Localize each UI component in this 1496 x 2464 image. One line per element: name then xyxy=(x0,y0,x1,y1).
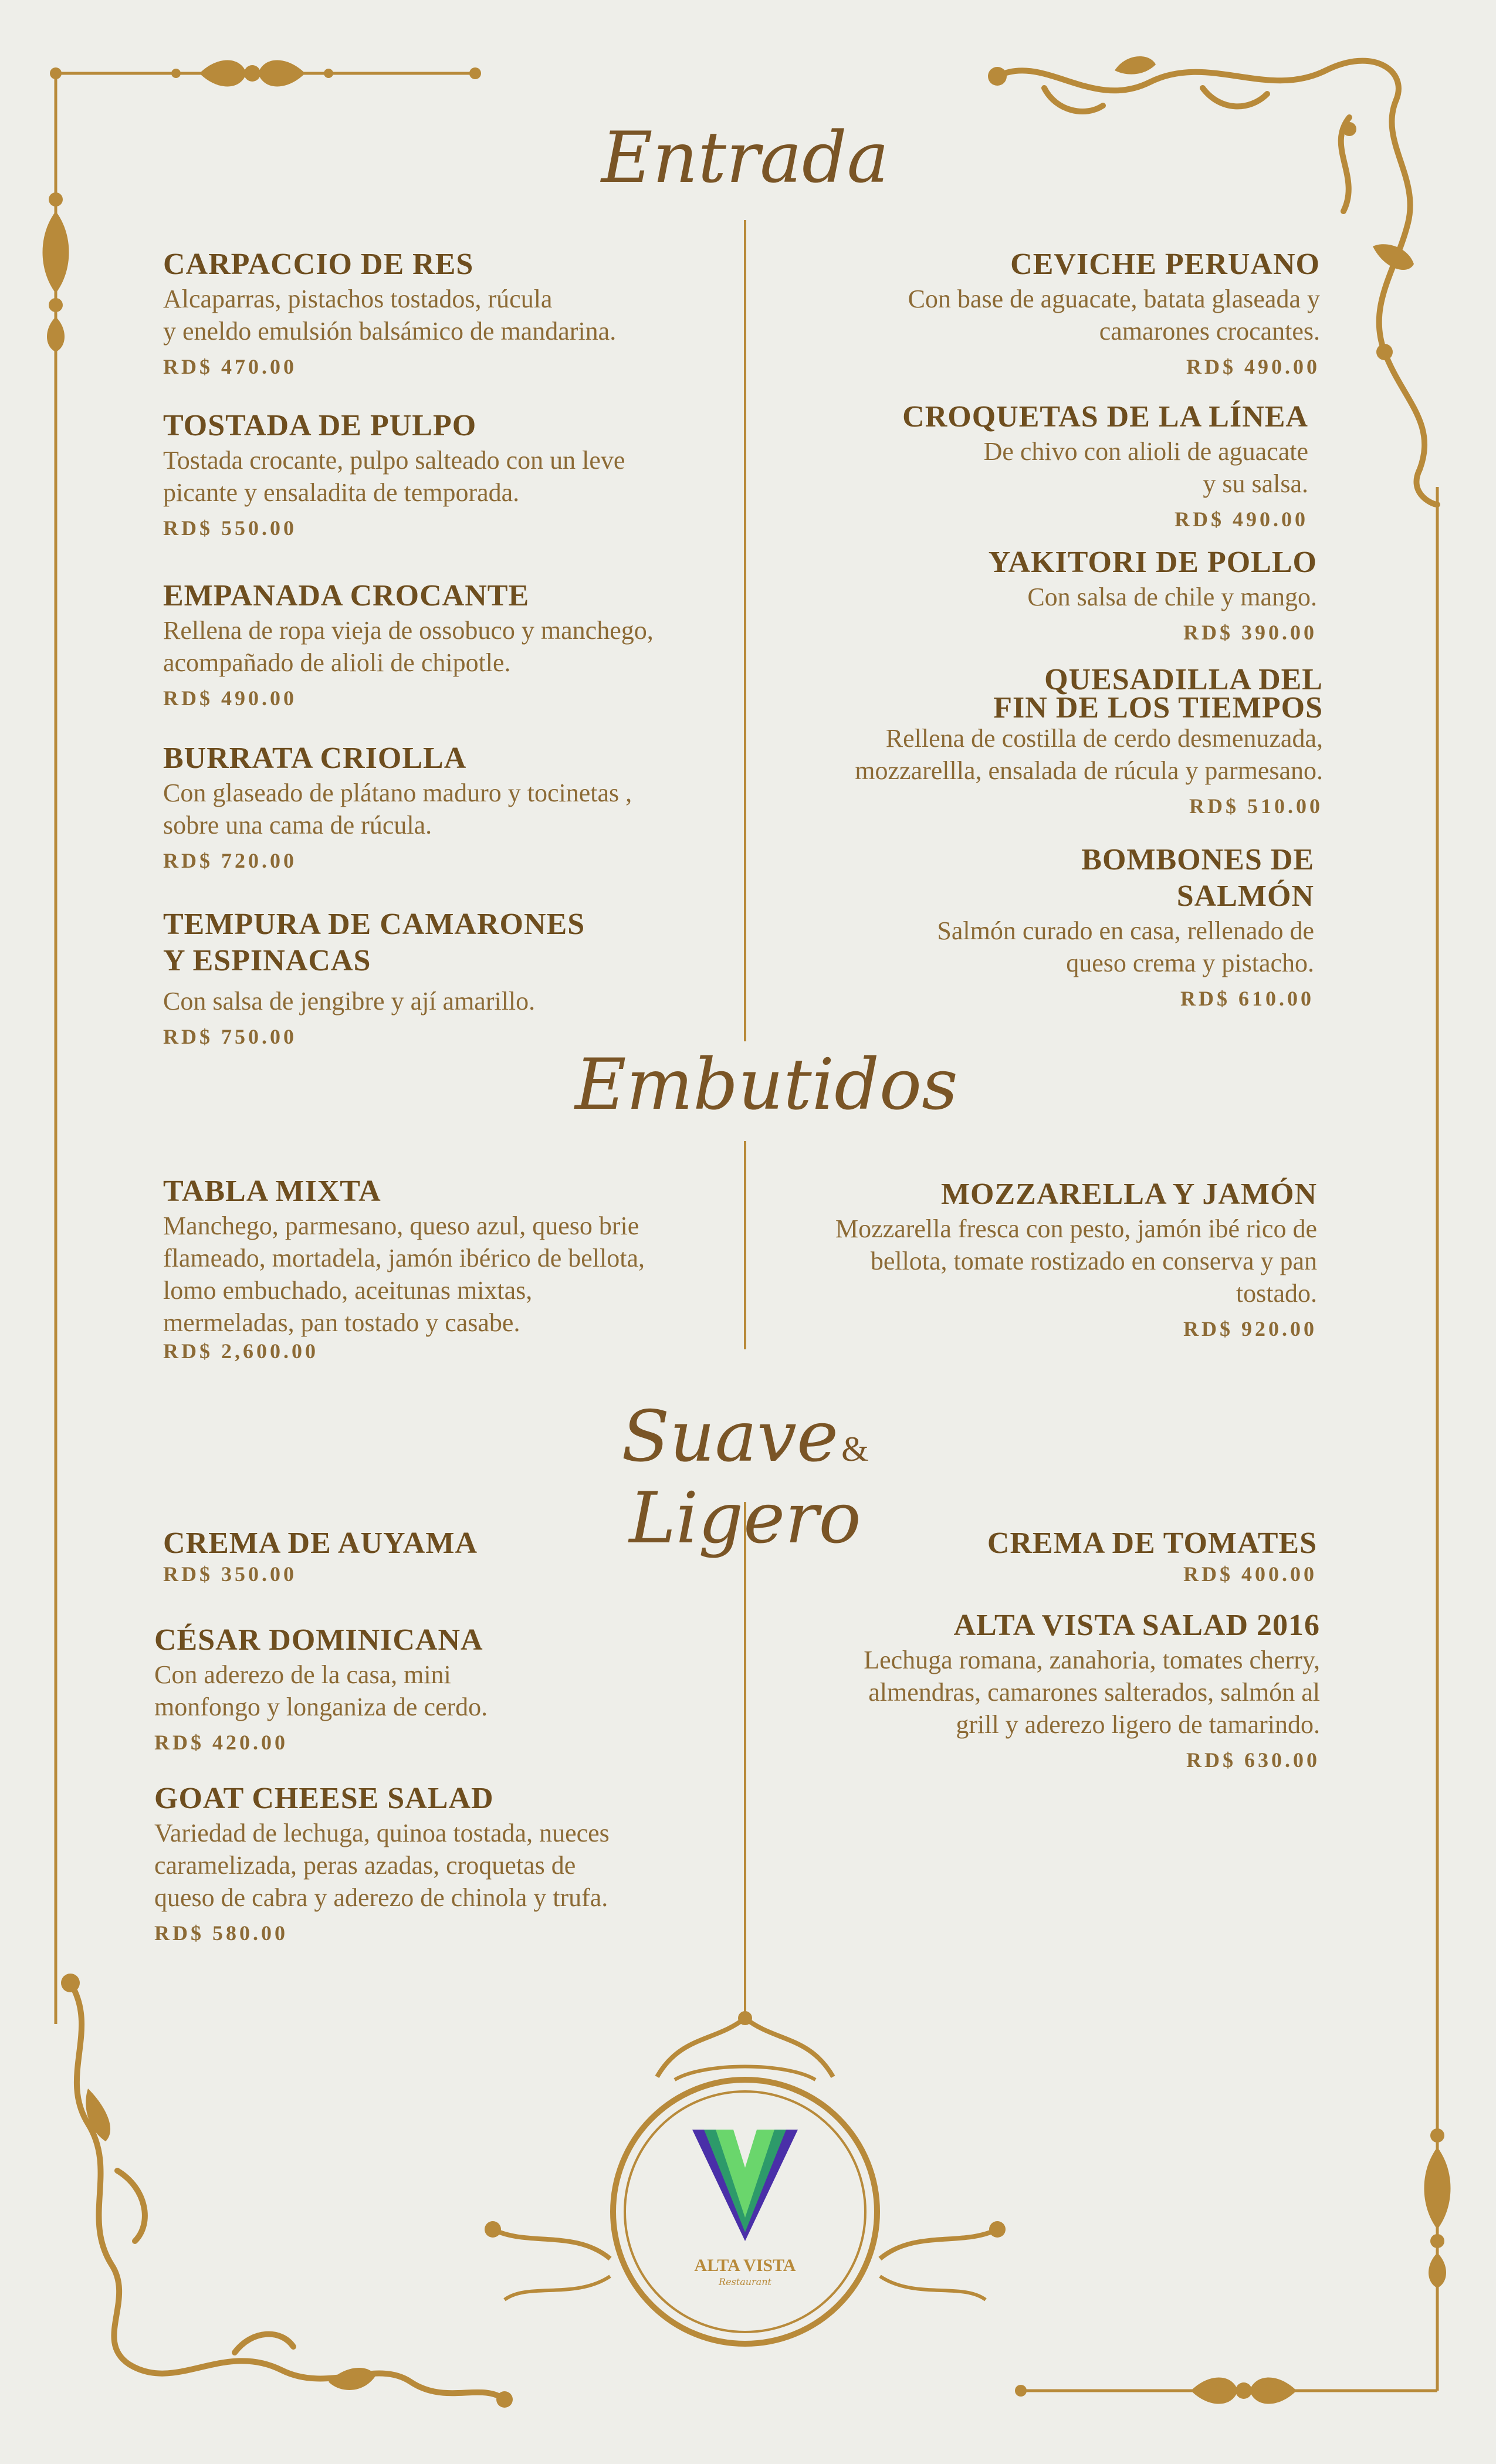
item-price: RD$ 2,600.00 xyxy=(163,1339,319,1363)
item-desc: Salmón curado en casa, rellenado de xyxy=(937,916,1314,945)
item-desc: grill y aderezo ligero de tamarindo. xyxy=(956,1710,1320,1739)
item-desc: Lechuga romana, zanahoria, tomates cherry, xyxy=(864,1646,1320,1674)
menu-item xyxy=(763,399,1308,532)
item-price: RD$ 510.00 xyxy=(1189,794,1323,818)
item-price: RD$ 580.00 xyxy=(154,1921,288,1945)
item-price: RD$ 390.00 xyxy=(1183,621,1317,644)
item-desc: y eneldo emulsión balsámico de mandarina. xyxy=(163,317,617,346)
item-price: RD$ 420.00 xyxy=(154,1731,288,1754)
menu-item xyxy=(163,1173,726,1363)
suave-word: Suave xyxy=(621,1396,839,1478)
item-name: CREMA DE TOMATES xyxy=(987,1527,1317,1560)
item-price: RD$ 350.00 xyxy=(163,1562,297,1586)
item-name: BURRATA CRIOLLA xyxy=(163,742,467,775)
item-desc: caramelizada, peras azadas, croquetas de xyxy=(154,1851,576,1880)
logo-name: ALTA VISTA xyxy=(694,2256,796,2275)
item-desc: Rellena de ropa vieja de ossobuco y manchego, xyxy=(163,616,654,645)
menu-item xyxy=(163,246,720,379)
item-desc: Con salsa de chile y mango. xyxy=(1027,583,1317,611)
item-desc: Variedad de lechuga, quinoa tostada, nueces xyxy=(154,1819,610,1847)
item-name: TEMPURA DE CAMARONES xyxy=(163,908,585,941)
item-price: RD$ 470.00 xyxy=(163,355,297,378)
item-desc: Con base de aguacate, batata glaseada y xyxy=(908,285,1320,313)
item-name: CREMA DE AUYAMA xyxy=(163,1527,478,1560)
item-name: ALTA VISTA SALAD 2016 xyxy=(953,1609,1320,1642)
menu-item xyxy=(763,842,1314,1011)
item-name: YAKITORI DE POLLO xyxy=(988,546,1317,579)
item-price: RD$ 490.00 xyxy=(163,686,297,710)
item-price: RD$ 490.00 xyxy=(1186,355,1320,378)
item-desc: mozzarellla, ensalada de rúcula y parmesano. xyxy=(855,756,1323,785)
item-desc: Rellena de costilla de cerdo desmenuzada, xyxy=(885,724,1323,753)
menu-item xyxy=(763,663,1323,818)
item-desc: y su salsa. xyxy=(1203,469,1308,498)
item-desc: Mozzarella fresca con pesto, jamón ibé rico de xyxy=(835,1214,1317,1243)
item-name: MOZZARELLA Y JAMÓN xyxy=(940,1177,1317,1211)
item-price: RD$ 630.00 xyxy=(1186,1748,1320,1772)
item-name: TOSTADA DE PULPO xyxy=(163,409,477,442)
item-price: RD$ 720.00 xyxy=(163,849,297,872)
menu-item xyxy=(763,246,1320,379)
item-desc: tostado. xyxy=(1236,1279,1317,1308)
alta-vista-logo xyxy=(686,2124,804,2253)
menu-item xyxy=(763,1525,1317,1586)
item-desc: Tostada crocante, pulpo salteado con un leve xyxy=(163,446,625,475)
item-desc: acompañado de alioli de chipotle. xyxy=(163,648,511,677)
item-desc: monfongo y longaniza de cerdo. xyxy=(154,1693,488,1721)
item-name: TABLA MIXTA xyxy=(163,1175,381,1208)
menu-item xyxy=(154,1622,712,1755)
item-price: RD$ 400.00 xyxy=(1183,1562,1317,1586)
ligero-word: Ligero xyxy=(629,1478,861,1559)
section-title-entrada: Entrada xyxy=(601,117,889,199)
ampersand: & xyxy=(841,1430,869,1468)
item-desc: Con salsa de jengibre y ají amarillo. xyxy=(163,987,536,1016)
section-title-embutidos: Embutidos xyxy=(575,1044,958,1126)
item-name: CROQUETAS DE LA LÍNEA xyxy=(902,400,1308,434)
menu-item xyxy=(763,544,1317,645)
item-price: RD$ 490.00 xyxy=(1175,507,1308,531)
item-name: CARPACCIO DE RES xyxy=(163,248,474,281)
item-name: CÉSAR DOMINICANA xyxy=(154,1623,483,1657)
menu-item xyxy=(163,408,720,540)
item-desc: Alcaparras, pistachos tostados, rúcula xyxy=(163,285,553,313)
item-name: BOMBONES DE xyxy=(1081,843,1314,876)
item-desc: mermeladas, pan tostado y casabe. xyxy=(163,1308,520,1337)
item-desc: camarones crocantes. xyxy=(1099,317,1320,346)
item-desc: Con glaseado de plátano maduro y tocinetas , xyxy=(163,779,632,807)
menu-item xyxy=(163,1525,720,1586)
item-name: CEVICHE PERUANO xyxy=(1010,248,1320,281)
item-price: RD$ 920.00 xyxy=(1183,1317,1317,1341)
item-desc: flameado, mortadela, jamón ibérico de bellota, xyxy=(163,1244,645,1272)
item-price: RD$ 610.00 xyxy=(1180,987,1314,1010)
item-name: QUESADILLA DEL xyxy=(1044,663,1323,696)
item-name: Y ESPINACAS xyxy=(163,944,371,977)
item-desc: almendras, camarones salterados, salmón al xyxy=(868,1678,1320,1707)
item-desc: queso de cabra y aderezo de chinola y trufa. xyxy=(154,1883,608,1912)
item-price: RD$ 750.00 xyxy=(163,1025,297,1048)
menu-item xyxy=(763,1176,1317,1341)
item-name: FIN DE LOS TIEMPOS xyxy=(993,691,1323,725)
menu-item xyxy=(163,906,720,1049)
menu-item xyxy=(163,740,720,873)
menu-item xyxy=(163,578,720,710)
item-desc: queso crema y pistacho. xyxy=(1066,949,1314,977)
item-desc: sobre una cama de rúcula. xyxy=(163,811,432,840)
menu-item xyxy=(154,1781,712,1945)
item-desc: De chivo con alioli de aguacate xyxy=(983,437,1308,466)
item-name: EMPANADA CROCANTE xyxy=(163,579,530,612)
item-desc: bellota, tomate rostizado en conserva y pan xyxy=(870,1247,1317,1275)
item-desc: picante y ensaladita de temporada. xyxy=(163,478,520,507)
item-desc: Manchego, parmesano, queso azul, queso brie xyxy=(163,1211,639,1240)
item-desc: Con aderezo de la casa, mini xyxy=(154,1660,451,1689)
item-name: GOAT CHEESE SALAD xyxy=(154,1782,494,1815)
menu-item xyxy=(763,1607,1320,1772)
logo-subtitle: Restaurant xyxy=(719,2276,771,2287)
item-desc: lomo embuchado, aceitunas mixtas, xyxy=(163,1276,533,1305)
item-price: RD$ 550.00 xyxy=(163,516,297,540)
item-name: SALMÓN xyxy=(1176,879,1314,913)
